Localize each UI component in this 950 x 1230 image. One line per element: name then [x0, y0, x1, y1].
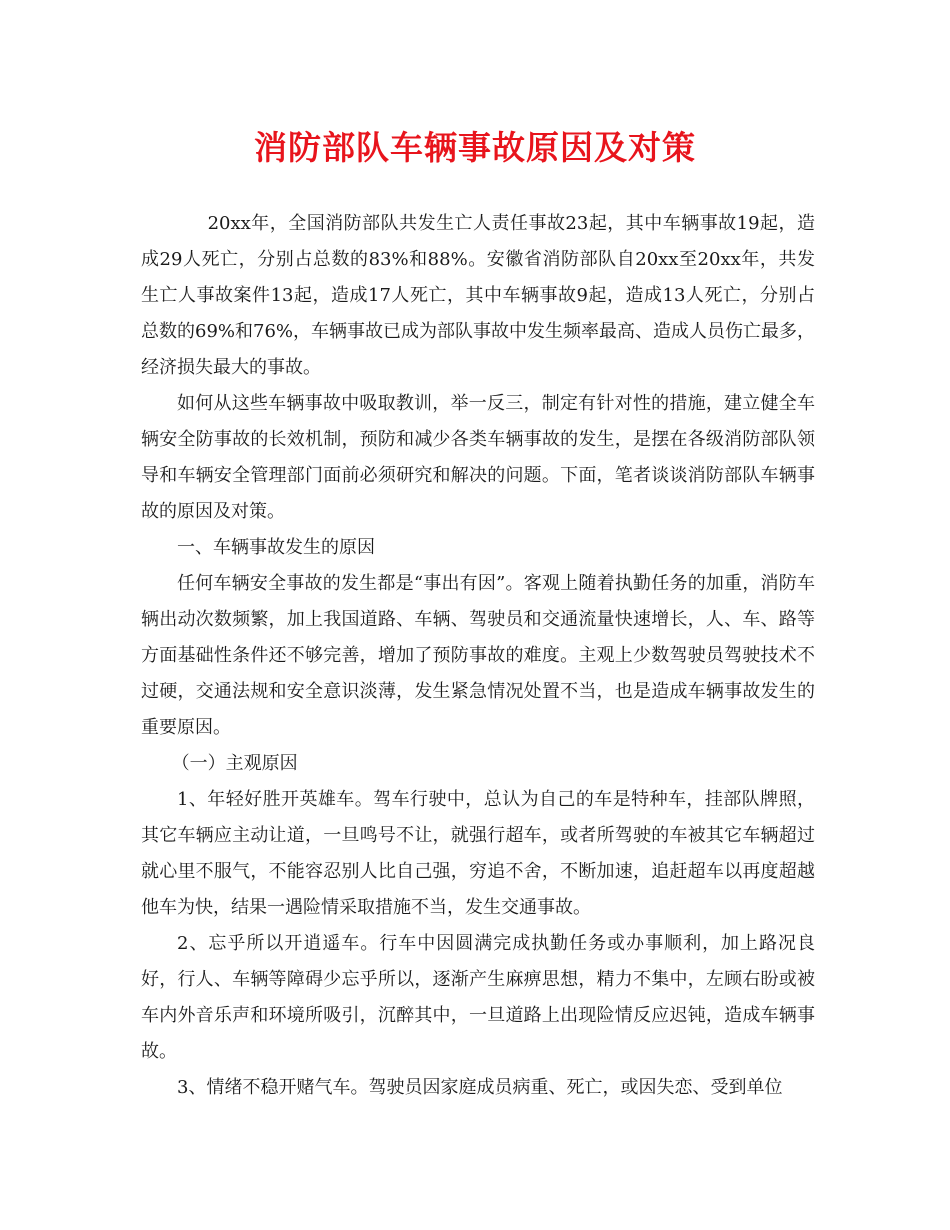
subsection-heading-subjective: （一）主观原因: [171, 753, 298, 774]
paragraph-statistics: 20xx年，全国消防部队共发生亡人责任事故23起，其中车辆事故19起，造成29人死亡，分别占总数的83%和88%。安徽省消防部队自20xx至20xx年，共发生亡人事故案件13起，造成17人死亡，其中车辆事故9起，造成13人死亡，分别占总数的69%和76%，车辆事故已成为部队事故中发生频率最高、造成人员伤亡最多，经济损失最大的事故。: [141, 213, 816, 378]
document-body: [141, 206, 815, 1106]
document-title: 消防部队车辆事故原因及对策: [254, 128, 696, 167]
paragraph-introduction: 如何从这些车辆事故中吸取教训，举一反三，制定有针对性的措施，建立健全车辆安全防事故的长效机制，预防和减少各类车辆事故的发生，是摆在各级消防部队领导和车辆安全管理部门面前必须研究和解决的问题。下面，笔者谈谈消防部队车辆事故的原因及对策。: [141, 393, 815, 522]
paragraph-item-1: 1、年轻好胜开英雄车。驾车行驶中，总认为自己的车是特种车，挂部队牌照，其它车辆应主动让道，一旦鸣号不让，就强行超车，或者所驾驶的车被其它车辆超过就心里不服气，不能容忍别人比自己强，穷追不舍，不断加速，追赶超车以再度超越他车为快，结果一遇险情采取措施不当，发生交通事故。: [141, 789, 815, 918]
paragraph-item-2: 2、忘乎所以开逍遥车。行车中因圆满完成执勤任务或办事顺利，加上路况良好，行人、车辆等障碍少忘乎所以，逐渐产生麻痹思想，精力不集中，左顾右盼或被车内外音乐声和环境所吸引，沉醉其中，一旦道路上出现险情反应迟钝，造成车辆事故。: [141, 933, 815, 1062]
paragraph-causes-overview: 任何车辆安全事故的发生都是“事出有因”。客观上随着执勤任务的加重，消防车辆出动次数频繁，加上我国道路、车辆、驾驶员和交通流量快速增长，人、车、路等方面基础性条件还不够完善，增加了预防事故的难度。主观上少数驾驶员驾驶技术不过硬，交通法规和安全意识淡薄，发生紧急情况处置不当，也是造成车辆事故发生的重要原因。: [141, 573, 815, 738]
section-heading-causes: 一、车辆事故发生的原因: [177, 537, 375, 558]
paragraph-item-3: 3、情绪不稳开赌气车。驾驶员因家庭成员病重、死亡，或因失恋、受到单位: [177, 1077, 783, 1098]
